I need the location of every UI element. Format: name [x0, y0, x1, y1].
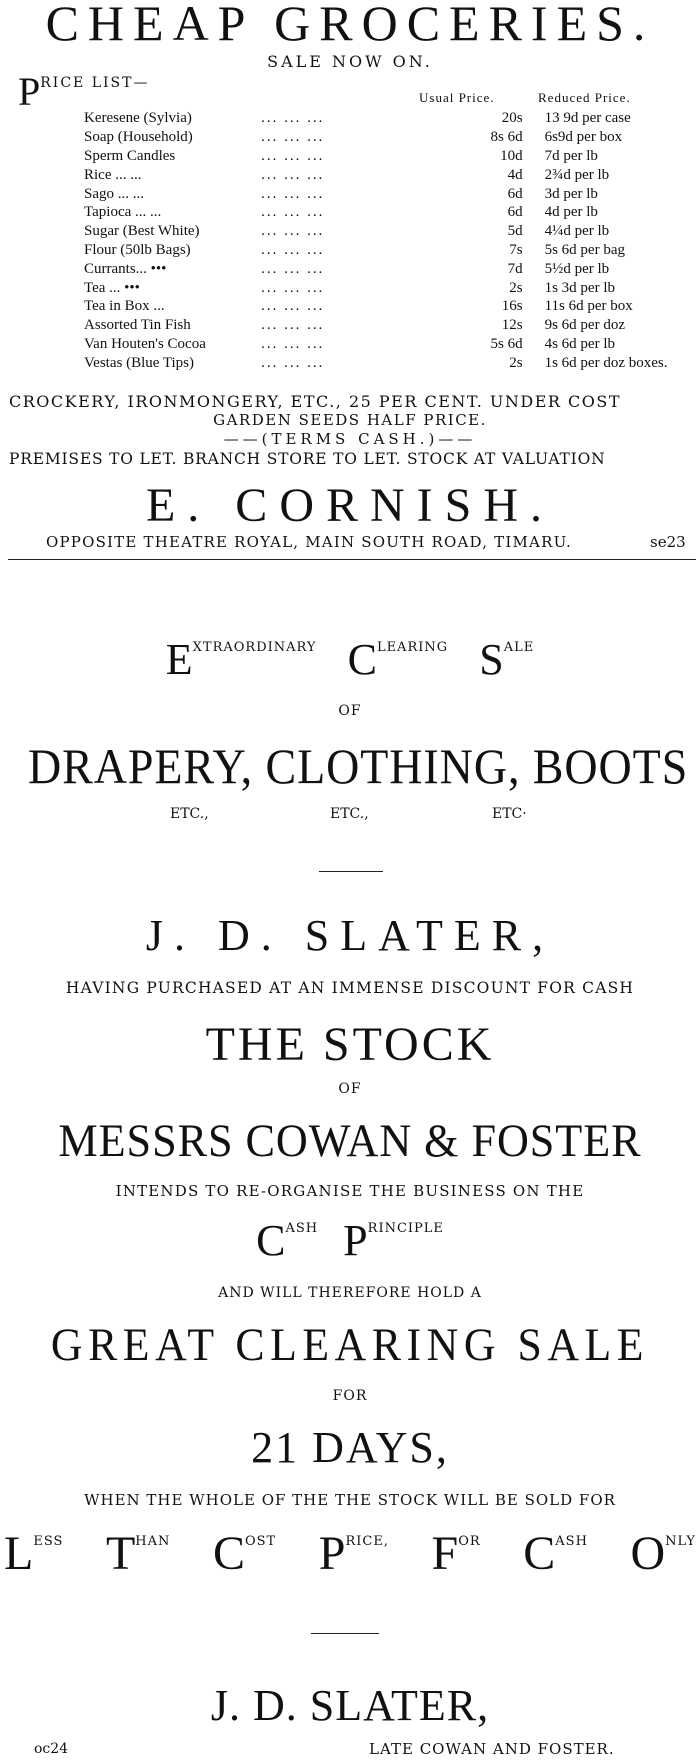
extraordinary-heading: [0, 635, 700, 684]
dropcap-e: E: [165, 635, 193, 684]
cornish-name: E. CORNISH.: [145, 479, 555, 532]
dropcap-s: S: [479, 635, 504, 684]
slater-heading: J. D. SLATER,: [145, 911, 555, 960]
head-word-3: ALE: [503, 640, 535, 655]
dropcap-cash: C: [256, 1216, 286, 1265]
cash-principle: [0, 1216, 700, 1265]
ad1-subtitle: SALE NOW ON.: [267, 52, 433, 71]
etc-1: ETC.,: [170, 806, 209, 822]
less-word-dropcap: F: [431, 1527, 459, 1580]
less-word-rest: ASH: [555, 1534, 588, 1549]
price-item: Soap (Household): [84, 129, 193, 146]
ad1-title: CHEAP GROCERIES.: [45, 0, 655, 51]
slater-signature: J. D. SLATER,: [210, 1681, 490, 1730]
less-word-rest: HAN: [135, 1534, 171, 1549]
great-clearing-sale: GREAT CLEARING SALE: [50, 1319, 650, 1371]
price-dots: ... ... ...: [261, 260, 325, 277]
price-table: [84, 109, 700, 372]
price-row: [84, 297, 700, 316]
price-usual: 8s 6d: [490, 129, 523, 146]
ad2-code: oc24: [34, 1741, 69, 1757]
price-dots: ... ... ...: [261, 166, 325, 183]
less-word-dropcap: O: [630, 1527, 666, 1580]
intends-line: INTENDS TO RE-ORGANISE THE BUSINESS ON THE: [115, 1182, 585, 1200]
less-word: [212, 1527, 277, 1580]
price-reduced: 6s9d per box: [544, 129, 623, 146]
price-dots: ... ... ...: [261, 223, 325, 240]
having-purchased: HAVING PURCHASED AT AN IMMENSE DISCOUNT FOR CASH: [65, 979, 635, 997]
col-reduced-header: Reduced Price.: [538, 90, 631, 105]
etc-3: ETC·: [492, 806, 527, 822]
cornish-address: OPPOSITE THEATRE ROYAL, MAIN SOUTH ROAD, TIMARU.: [46, 533, 573, 551]
price-dots: ... ... ...: [261, 335, 325, 352]
ad-divider: [8, 559, 696, 560]
price-reduced: 9s 6d per doz: [544, 317, 625, 334]
price-usual: 4d: [507, 166, 523, 183]
price-list-dropcap: P: [18, 69, 41, 114]
price-dots: ... ... ...: [261, 354, 325, 371]
price-usual: 16s: [501, 298, 523, 315]
short-rule-2: [311, 1633, 379, 1634]
ad1-code: se23: [650, 533, 686, 551]
price-usual: 12s: [501, 317, 523, 334]
messrs-cowan-foster: MESSRS COWAN & FOSTER: [58, 1115, 642, 1167]
principle-word: RINCIPLE: [367, 1221, 444, 1236]
less-word-dropcap: C: [523, 1527, 556, 1580]
price-reduced: 5½d per lb: [544, 260, 610, 277]
price-row: [84, 128, 700, 147]
price-item: Tapioca ... ...: [84, 204, 162, 221]
less-word-dropcap: T: [105, 1527, 136, 1580]
less-word: [523, 1527, 588, 1580]
price-reduced: 13 9d per case: [544, 110, 631, 127]
price-reduced: 4d per lb: [544, 204, 598, 221]
therefore-line: AND WILL THEREFORE HOLD A: [218, 1285, 482, 1301]
less-word: [105, 1527, 171, 1580]
price-row: [84, 184, 700, 203]
price-item: Sperm Candles: [84, 147, 176, 164]
twenty-one-days: 21 DAYS,: [251, 1423, 449, 1472]
price-dots: ... ... ...: [261, 185, 325, 202]
premises-line: PREMISES TO LET. BRANCH STORE TO LET. STOCK AT VALUATION: [9, 450, 606, 468]
price-dots: ... ... ...: [261, 241, 325, 258]
less-word-rest: RICE,: [345, 1534, 389, 1549]
less-word-dropcap: P: [318, 1527, 346, 1580]
price-dots: ... ... ...: [261, 204, 325, 221]
price-dots: ... ... ...: [261, 110, 325, 127]
whole-stock-line: WHEN THE WHOLE OF THE THE STOCK WILL BE SOLD FOR: [84, 1491, 616, 1509]
price-reduced: 4¼d per lb: [544, 223, 610, 240]
price-dots: ... ... ...: [261, 317, 325, 334]
price-list-heading: [18, 69, 150, 114]
price-row: [84, 222, 700, 241]
price-row: [84, 259, 700, 278]
price-item: Currants... •••: [84, 260, 167, 277]
of-2: OF: [338, 1081, 362, 1097]
price-item: Rice ... ...: [84, 166, 142, 183]
drapery-headline: DRAPERY, CLOTHING, BOOTS: [28, 738, 689, 794]
price-row: [84, 353, 700, 372]
cash-word: ASH: [285, 1221, 319, 1236]
price-row: [84, 241, 700, 260]
less-word: [318, 1527, 389, 1580]
terms-cash: ——(TERMS CASH.)——: [223, 430, 477, 448]
less-word-dropcap: L: [4, 1527, 34, 1580]
price-item: Keresene (Sylvia): [84, 110, 192, 127]
price-reduced: 7d per lb: [544, 147, 598, 164]
the-stock: THE STOCK: [205, 1018, 495, 1071]
price-usual: 6d: [507, 204, 523, 221]
price-item: Vestas (Blue Tips): [84, 354, 195, 371]
col-usual-header: Usual Price.: [419, 90, 495, 105]
garden-seeds: GARDEN SEEDS HALF PRICE.: [213, 411, 487, 429]
head-word-2: LEARING: [376, 640, 449, 655]
price-reduced: 5s 6d per bag: [544, 241, 625, 258]
price-item: Tea ... •••: [84, 279, 140, 296]
price-row: [84, 278, 700, 297]
less-word: [4, 1527, 64, 1580]
price-item: Sugar (Best White): [84, 223, 200, 240]
price-usual: 6d: [507, 185, 523, 202]
less-than-cost-row: [0, 1527, 700, 1580]
price-dots: ... ... ...: [261, 279, 325, 296]
price-reduced: 1s 6d per doz boxes.: [544, 354, 668, 371]
price-item: Assorted Tin Fish: [84, 317, 191, 334]
less-word-rest: OST: [244, 1534, 277, 1549]
dropcap-c: C: [347, 635, 377, 684]
price-dots: ... ... ...: [261, 298, 325, 315]
price-row: [84, 335, 700, 354]
price-item: Flour (50lb Bags): [84, 241, 191, 258]
crockery-line: CROCKERY, IRONMONGERY, ETC., 25 PER CENT. UNDER COST: [9, 392, 622, 411]
price-reduced: 3d per lb: [544, 185, 598, 202]
less-word: [431, 1527, 481, 1580]
price-usual: 7d: [507, 260, 523, 277]
price-row: [84, 109, 700, 128]
less-word: [630, 1527, 696, 1580]
price-row: [84, 147, 700, 166]
price-item: Sago ... ...: [84, 185, 144, 202]
price-usual: 2s: [509, 279, 523, 296]
price-usual: 10d: [500, 147, 523, 164]
price-row: [84, 165, 700, 184]
dropcap-principle: P: [343, 1216, 368, 1265]
price-item: Tea in Box ...: [84, 298, 165, 315]
head-word-1: XTRAORDINARY: [192, 640, 317, 655]
price-dots: ... ... ...: [261, 129, 325, 146]
of-1: OF: [338, 703, 362, 719]
price-usual: 20s: [501, 110, 523, 127]
less-word-rest: OR: [458, 1534, 481, 1549]
price-usual: 2s: [509, 354, 523, 371]
price-row: [84, 203, 700, 222]
for-line: FOR: [332, 1388, 368, 1404]
price-reduced: 4s 6d per lb: [544, 335, 616, 352]
late-cowan-foster: LATE COWAN AND FOSTER.: [369, 1740, 615, 1758]
price-item: Van Houten's Cocoa: [84, 335, 206, 352]
price-usual: 5s 6d: [490, 335, 523, 352]
price-reduced: 11s 6d per box: [544, 298, 633, 315]
less-word-rest: NLY: [665, 1534, 696, 1549]
price-reduced: 1s 3d per lb: [544, 279, 616, 296]
price-usual: 7s: [509, 241, 523, 258]
less-word-rest: ESS: [33, 1534, 64, 1549]
etc-2: ETC.,: [330, 806, 369, 822]
price-usual: 5d: [507, 223, 523, 240]
price-list-label: RICE LIST—: [40, 75, 150, 91]
price-dots: ... ... ...: [261, 147, 325, 164]
less-word-dropcap: C: [212, 1527, 245, 1580]
short-rule-1: [319, 871, 383, 872]
price-reduced: 2¾d per lb: [544, 166, 610, 183]
price-row: [84, 316, 700, 335]
